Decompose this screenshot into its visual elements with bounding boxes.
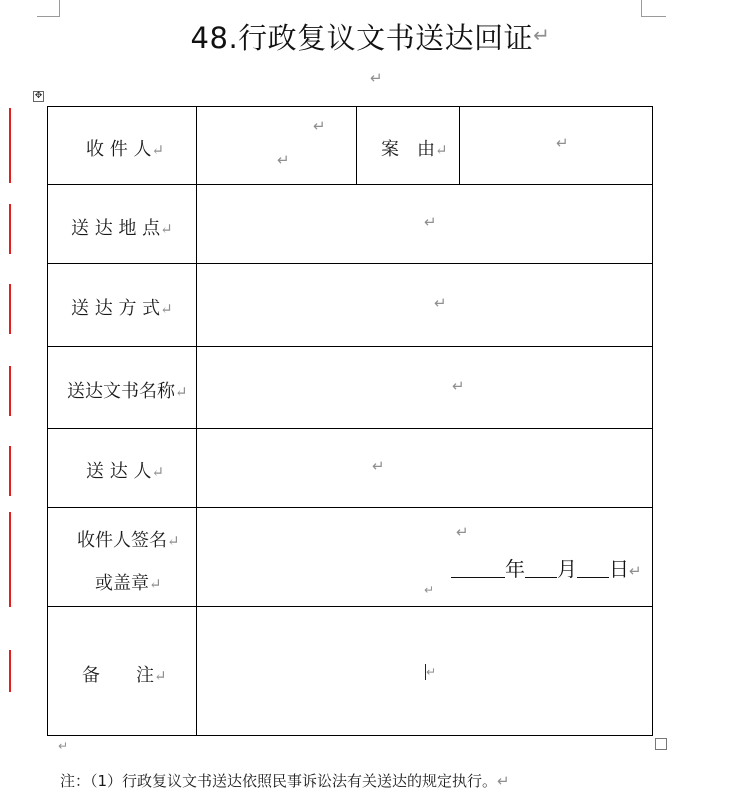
revision-bar	[9, 204, 11, 254]
paragraph-mark-icon: ↵	[456, 523, 469, 541]
paragraph-mark-icon: ↵	[160, 300, 173, 318]
revision-bar	[9, 108, 11, 183]
case-reason-input[interactable]	[461, 107, 651, 183]
revision-bar	[9, 512, 11, 607]
paragraph-mark-icon: ↵	[452, 377, 465, 395]
paragraph-mark-icon: ↵	[151, 463, 165, 481]
paragraph-mark-icon: ↵	[426, 665, 437, 679]
paragraph-mark-icon: ↵	[424, 213, 437, 231]
paragraph-mark-icon: ↵	[167, 532, 180, 550]
paragraph-mark-icon: ↵	[424, 583, 435, 597]
page-corner-mark-left	[37, 0, 60, 17]
case-reason-label: 案 由↵	[381, 139, 448, 160]
revision-bar	[9, 446, 11, 496]
paragraph-mark-icon: ↵	[175, 383, 188, 401]
paragraph-mark-icon: ↵	[58, 739, 69, 753]
paragraph-mark-icon: ↵	[497, 772, 510, 790]
table-move-handle-icon[interactable]: ✥	[34, 91, 43, 101]
paragraph-mark-icon: ↵	[151, 141, 165, 159]
signature-label-line2: 或盖章↵	[95, 573, 162, 594]
day-label: 日	[609, 557, 629, 581]
year-blank[interactable]	[451, 561, 505, 578]
paragraph-mark-icon: ↵	[533, 23, 551, 47]
recipient-label: 收 件 人↵	[86, 139, 165, 160]
table-resize-handle[interactable]	[655, 738, 667, 750]
address-label: 送 达 地 点↵	[71, 218, 173, 239]
server-input[interactable]	[198, 430, 651, 506]
year-label: 年	[505, 557, 525, 581]
recipient-input[interactable]	[198, 107, 355, 183]
server-label: 送 达 人↵	[86, 461, 165, 482]
remarks-label: 备 注↵	[82, 665, 167, 686]
day-blank[interactable]	[577, 561, 609, 578]
paragraph-mark-icon: ↵	[370, 69, 383, 87]
signature-date[interactable]	[451, 553, 642, 582]
paragraph-mark-icon: ↵	[434, 294, 447, 312]
page-corner-mark-right	[641, 0, 666, 17]
paragraph-mark-icon: ↵	[160, 220, 173, 238]
paragraph-mark-icon: ↵	[556, 134, 569, 152]
footnote-text: 注：（1）行政复议文书送达依照民事诉讼法有关送达的规定执行。	[60, 772, 498, 790]
paragraph-mark-icon: ↵	[277, 151, 290, 169]
month-label: 月	[557, 557, 577, 581]
month-blank[interactable]	[525, 561, 557, 578]
revision-bar	[9, 284, 11, 334]
paragraph-mark-icon: ↵	[313, 117, 326, 135]
method-input[interactable]	[198, 265, 651, 345]
address-input[interactable]	[198, 186, 651, 262]
paragraph-mark-icon: ↵	[435, 141, 448, 159]
revision-bar	[9, 366, 11, 416]
paragraph-mark-icon: ↵	[149, 575, 162, 593]
signature-label-line1: 收件人签名↵	[77, 530, 180, 551]
revision-bar	[9, 650, 11, 692]
footnote[interactable]	[60, 770, 510, 791]
text-cursor	[425, 664, 426, 680]
paragraph-mark-icon: ↵	[629, 562, 642, 580]
document-title-text: 48.行政复议文书送达回证	[190, 21, 534, 55]
paragraph-mark-icon: ↵	[372, 457, 385, 475]
doc-name-input[interactable]	[198, 348, 651, 427]
doc-name-label: 送达文书名称↵	[67, 381, 188, 402]
method-label: 送 达 方 式↵	[71, 298, 173, 319]
paragraph-mark-icon: ↵	[154, 667, 167, 685]
document-title[interactable]	[0, 18, 741, 58]
